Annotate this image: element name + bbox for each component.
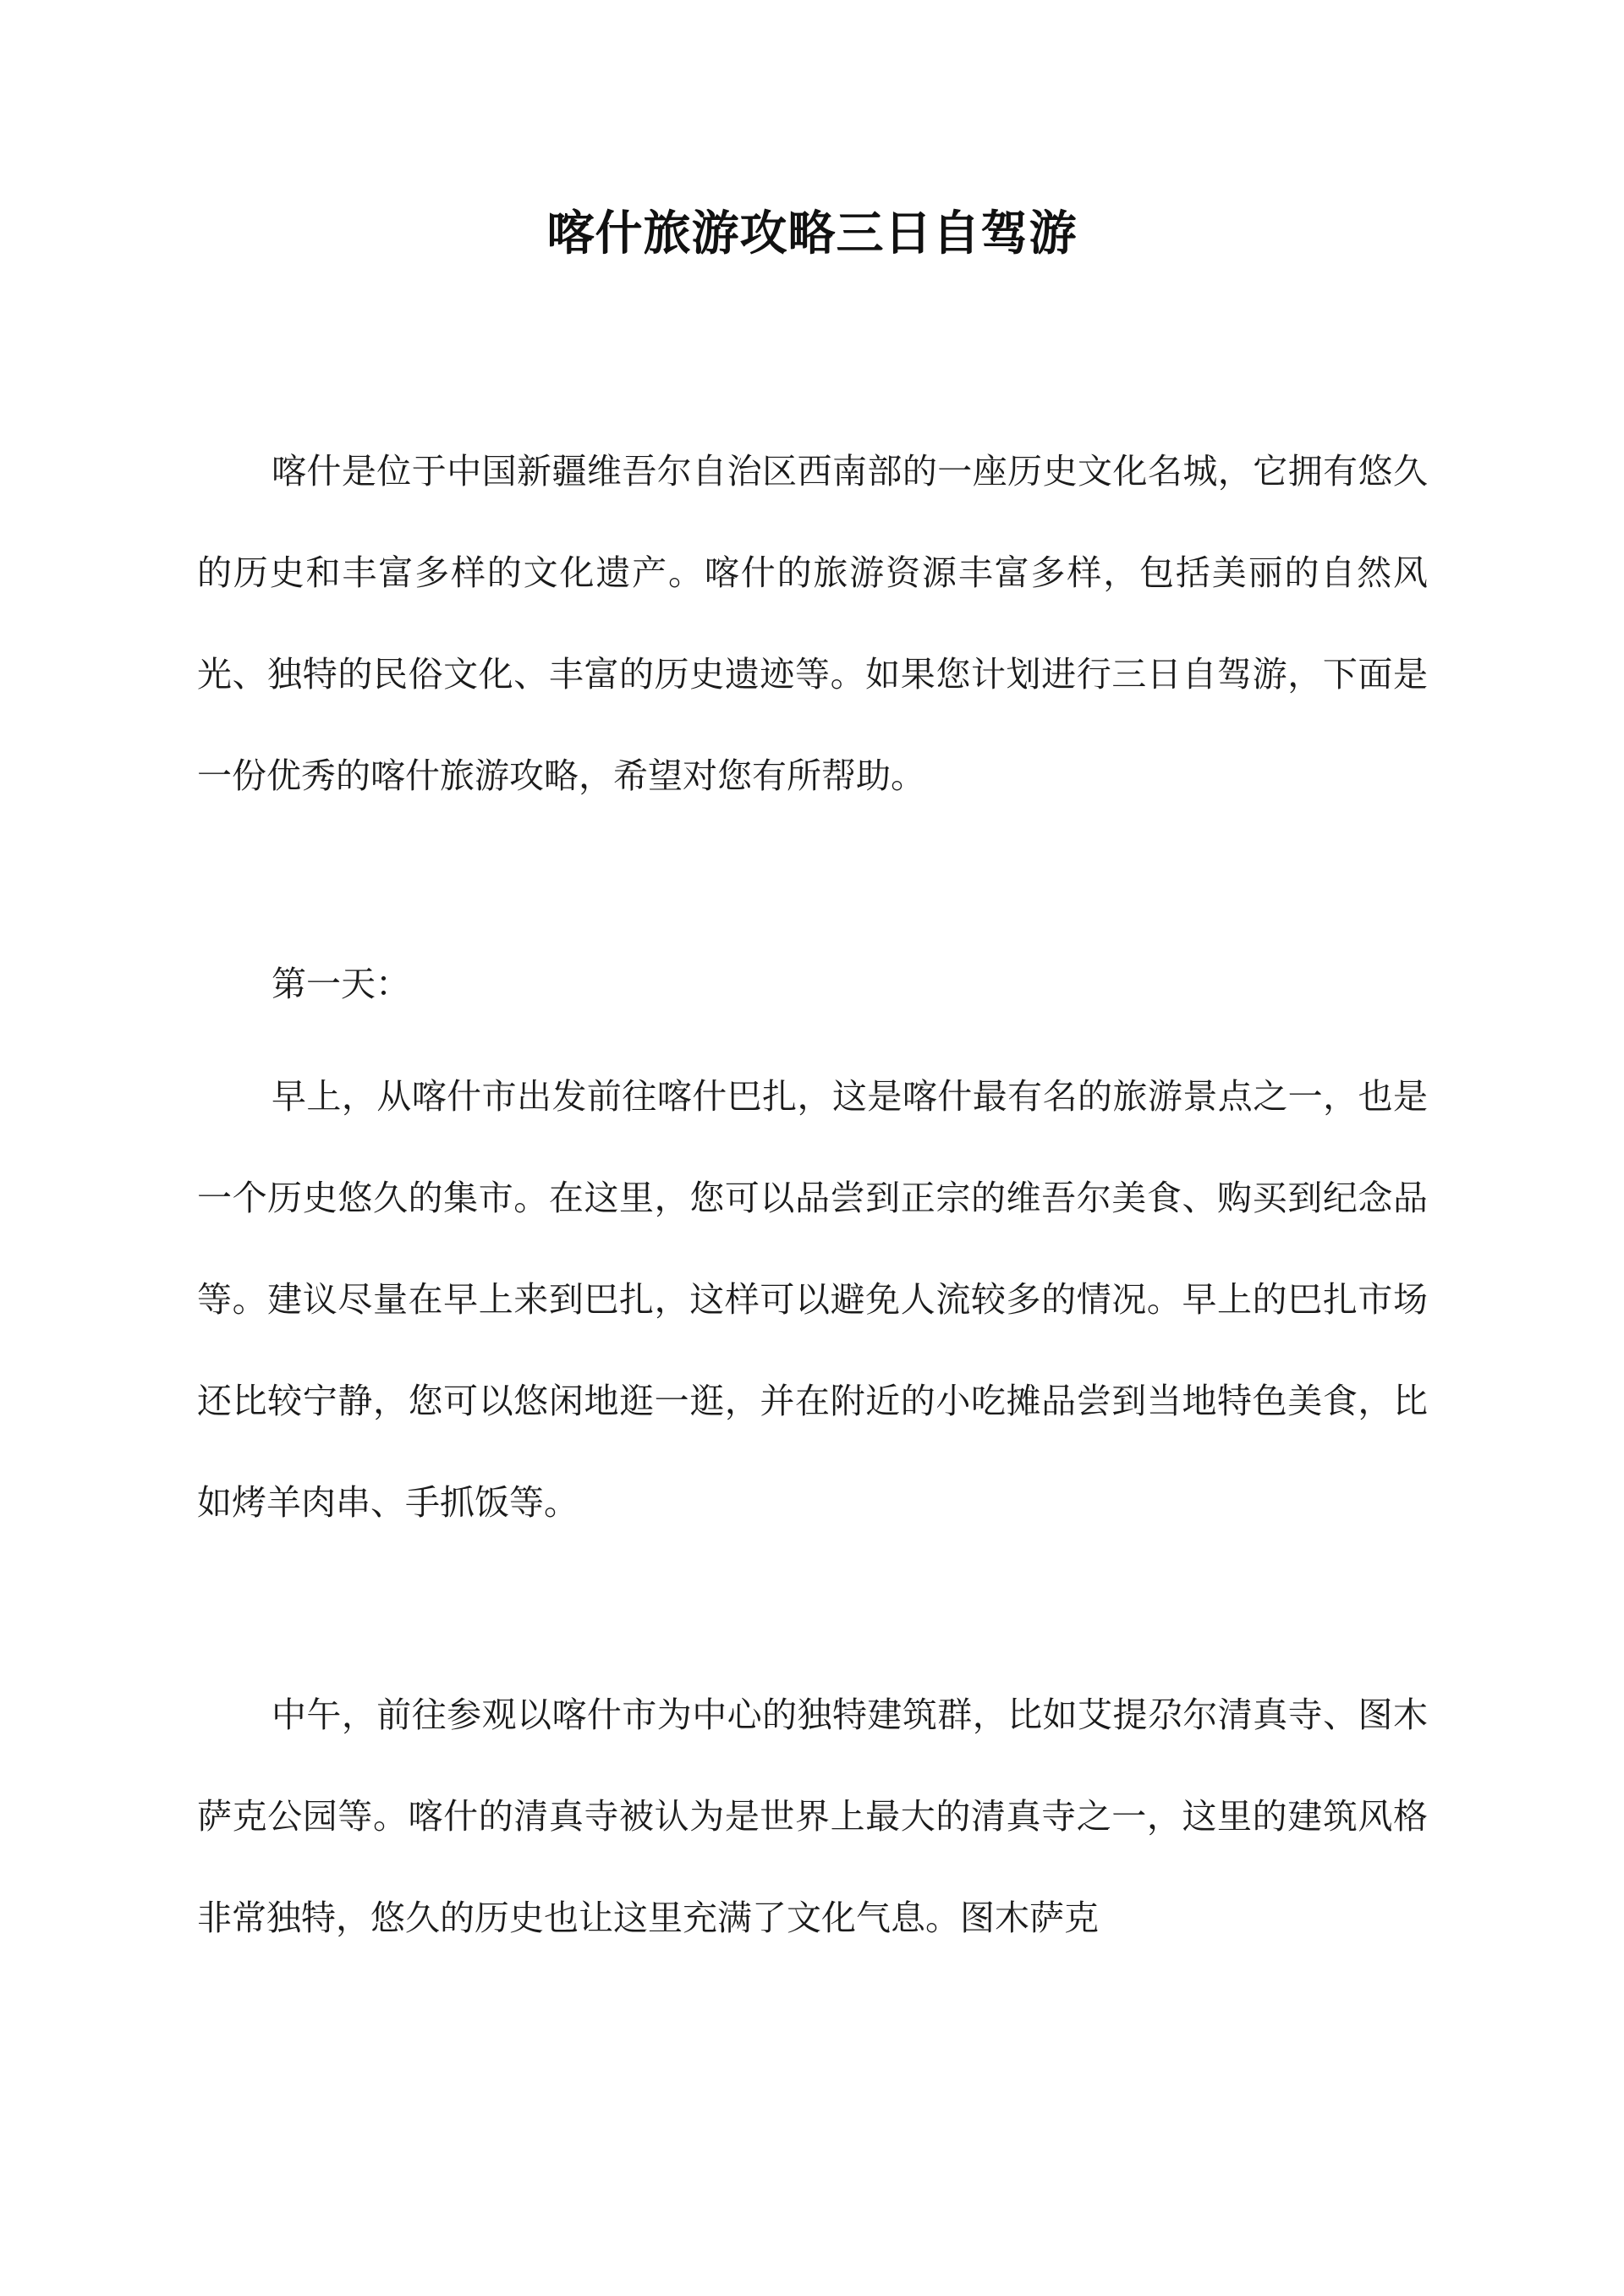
intro-paragraph: 喀什是位于中国新疆维吾尔自治区西南部的一座历史文化名城，它拥有悠久的历史和丰富多样的文化遗产。喀什的旅游资源丰富多样，包括美丽的自然风光、独特的民俗文化、丰富的历史遗迹等。如果您计划进行三日自驾游，下面是一份优秀的喀什旅游攻略，希望对您有所帮助。 bbox=[197, 451, 1428, 796]
day-one-heading: 第一天： bbox=[272, 964, 410, 1004]
noon-paragraph: 中午，前往参观以喀什市为中心的独特建筑群，比如艾提尕尔清真寺、图木萨克公园等。喀什的清真寺被认为是世界上最大的清真寺之一，这里的建筑风格非常独特，悠久的历史也让这里充满了文化气息。图木萨克 bbox=[197, 1695, 1428, 1938]
morning-paragraph: 早上，从喀什市出发前往喀什巴扎，这是喀什最有名的旅游景点之一，也是一个历史悠久的集市。在这里，您可以品尝到正宗的维吾尔美食、购买到纪念品等。建议尽量在早上来到巴扎，这样可以避免人流较多的情况。早上的巴扎市场还比较宁静，您可以悠闲地逛一逛，并在附近的小吃摊品尝到当地特色美食，比如烤羊肉串、手抓饭等。 bbox=[197, 1076, 1428, 1523]
document-title: 喀什旅游攻略三日自驾游 bbox=[546, 206, 1078, 261]
